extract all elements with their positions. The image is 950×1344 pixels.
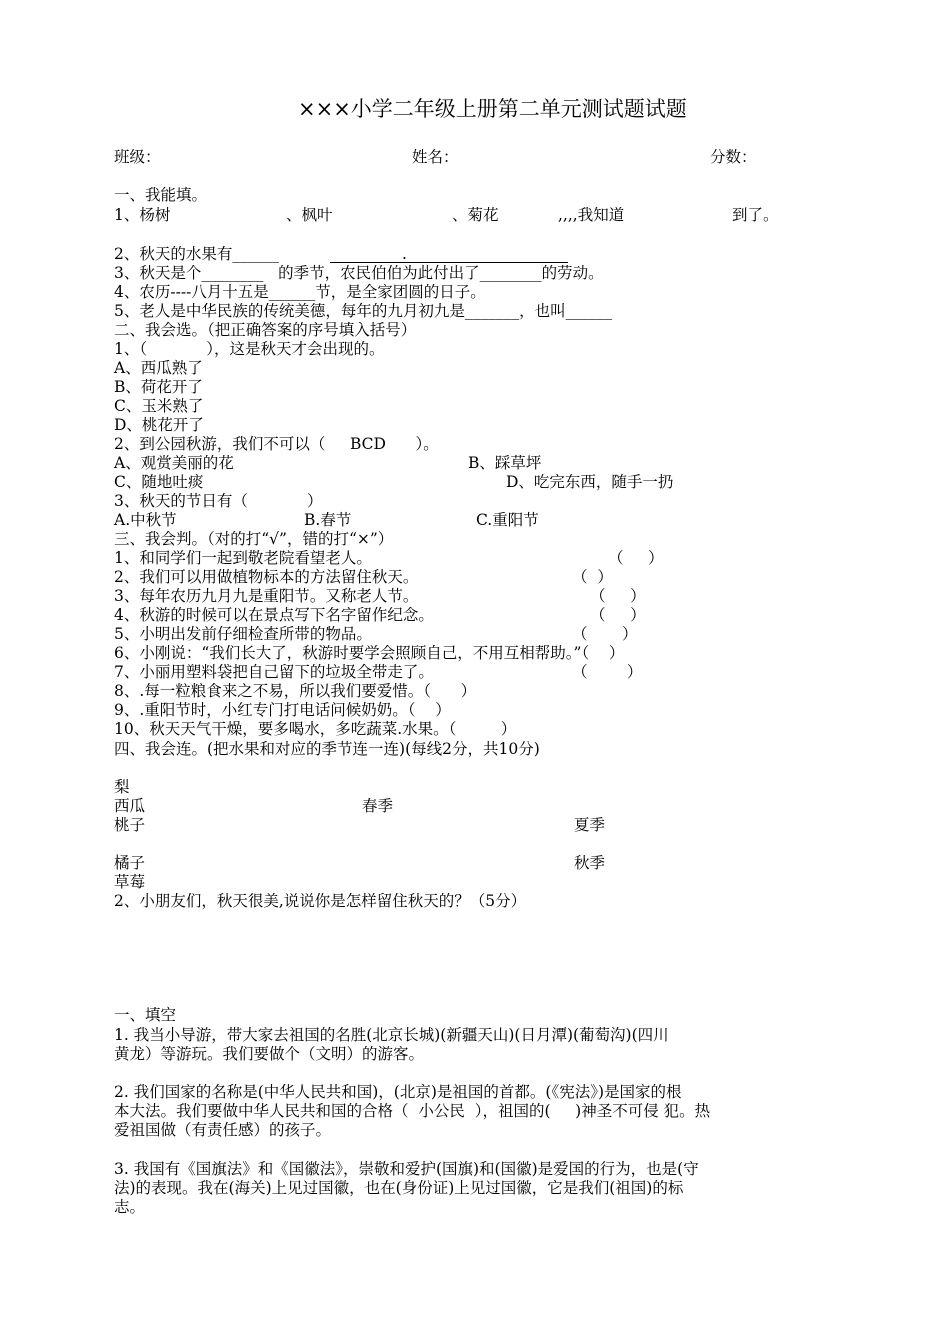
name-label: 姓名： — [412, 148, 459, 166]
section4-heading: 四、我会连。(把水果和对应的季节连一连)(每线2分，共10分) — [114, 740, 540, 758]
s2-q1-option-d: D、桃花开了 — [114, 416, 204, 434]
answers-p2-line3: 爱祖国做（有责任感）的孩子。 — [114, 1121, 332, 1139]
answers-p2-line1: 2. 我们国家的名称是(中华人民共和国)，(北京)是祖国的首都。(《宪法》)是国家的根 — [114, 1083, 682, 1101]
s4-q2: 2、小朋友们，秋天很美,说说你是怎样留住秋天的？（5分） — [114, 892, 527, 910]
s3-item-7-bracket: （ ） — [572, 663, 643, 681]
s2-q3-option-b: B.春节 — [304, 511, 352, 529]
s3-item-8: 8、.每一粒粮食来之不易，所以我们要爱惜。（ ） — [114, 682, 477, 700]
answers-p3-line3: 志。 — [114, 1198, 146, 1216]
class-label: 班级： — [114, 148, 161, 166]
fruit-strawberry: 草莓 — [114, 873, 146, 891]
s2-q2: 2、到公园秋游，我们不可以（ BCD ）。 — [114, 435, 439, 453]
s1-q4: 4、农历----八月十五是______节，是全家团圆的日子。 — [114, 283, 486, 301]
s3-item-7: 7、小丽用塑料袋把自己留下的垃圾全带走了。 — [114, 663, 434, 681]
s2-q3-option-c: C.重阳节 — [476, 511, 539, 529]
s1-q1-b: 、枫叶 — [286, 206, 333, 224]
s3-item-9: 9、.重阳节时，小红专门打电话问候奶奶。（ ） — [114, 701, 451, 719]
season-summer: 夏季 — [574, 816, 606, 834]
s2-q1: 1、（ ），这是秋天才会出现的。 — [114, 340, 385, 358]
fruit-watermelon: 西瓜 — [114, 797, 146, 815]
answers-p3-line2: 法)的表现。我在(海关)上见过国徽，也在(身份证)上见过国徽，它是我们(祖国)的标 — [114, 1179, 684, 1197]
s3-item-1-bracket: （ ） — [608, 549, 664, 567]
s2-q1-option-a: A、西瓜熟了 — [114, 359, 203, 377]
s1-q1-a: 1、杨树 — [114, 206, 171, 224]
answers-p1-line1: 1. 我当小导游，带大家去祖国的名胜(北京长城)(新疆天山)(日月潭)(葡萄沟)(四川 — [114, 1026, 669, 1044]
s3-item-3: 3、每年农历九月九是重阳节。又称老人节。 — [114, 587, 419, 605]
season-autumn: 秋季 — [574, 854, 606, 872]
s3-item-1: 1、和同学们一起到敬老院看望老人。 — [114, 549, 372, 567]
fruit-orange: 橘子 — [114, 854, 146, 872]
s2-q2-option-d: D、吃完东西，随手一扔 — [506, 473, 674, 491]
answers-p1-line2: 黄龙）等游玩。我们要做个（文明）的游客。 — [114, 1045, 425, 1063]
s2-q1-option-b: B、荷花开了 — [114, 378, 203, 396]
s2-q1-option-c: C、玉米熟了 — [114, 397, 204, 415]
s3-item-5: 5、小明出发前仔细检查所带的物品。 — [114, 625, 372, 643]
s2-q3: 3、秋天的节日有（ ） — [114, 492, 323, 510]
s2-q2-option-c: C、随地吐痰 — [114, 473, 204, 491]
fruit-pear: 梨 — [114, 778, 130, 796]
score-label: 分数： — [710, 148, 757, 166]
s3-item-4-bracket: （ ） — [590, 606, 646, 624]
s3-item-2: 2、我们可以用做植物标本的方法留住秋天。 — [114, 568, 419, 586]
s3-item-2-bracket: （ ） — [572, 568, 613, 586]
fruit-peach: 桃子 — [114, 816, 146, 834]
s1-q2: 2、秋天的水果有______ . — [114, 245, 407, 263]
answers-p2-line2: 本大法。我们要做中华人民共和国的合格（ 小公民 ），祖国的( )神圣不可侵 犯。热 — [114, 1102, 711, 1120]
s2-q2-option-a: A、观赏美丽的花 — [114, 454, 234, 472]
s1-q1-d: ,,,,我知道 — [558, 206, 625, 224]
section1-heading: 一、我能填。 — [114, 186, 208, 204]
section3-heading: 三、我会判。（对的打“√”，错的打“×”） — [114, 530, 394, 548]
answers-p3-line1: 3. 我国有《国旗法》和《国徽法》，崇敬和爱护(国旗)和(国徽)是爱国的行为，也是(守 — [114, 1160, 699, 1178]
s1-q1-e: 到了。 — [732, 206, 779, 224]
s1-q3: 3、秋天是个________ 的季节，农民伯伯为此付出了________的劳动。 — [114, 264, 604, 282]
s2-q2-option-b: B、踩草坪 — [468, 454, 542, 472]
s3-item-3-bracket: （ ） — [590, 587, 646, 605]
s3-item-4: 4、秋游的时候可以在景点写下名字留作纪念。 — [114, 606, 434, 624]
s3-item-6: 6、小刚说：“我们长大了，秋游时要学会照顾自己，不用互相帮助。”（ ） — [114, 644, 625, 662]
s2-q3-option-a: A.中秋节 — [114, 511, 177, 529]
s1-q2-blank-line — [330, 262, 568, 263]
s1-q1-c: 、菊花 — [452, 206, 499, 224]
s3-item-5-bracket: （ ） — [572, 625, 638, 643]
page-title: ×××小学二年级上册第二单元测试题试题 — [298, 97, 687, 121]
answers-heading: 一、填空 — [114, 1006, 177, 1024]
section2-heading: 二、我会选。（把正确答案的序号填入括号） — [114, 321, 417, 339]
season-spring: 春季 — [362, 797, 394, 815]
s3-item-10: 10、秋天天气干燥，要多喝水，多吃蔬菜.水果。（ ） — [114, 720, 517, 738]
s1-q5: 5、老人是中华民族的传统美德，每年的九月初九是_______，也叫______ — [114, 302, 613, 320]
